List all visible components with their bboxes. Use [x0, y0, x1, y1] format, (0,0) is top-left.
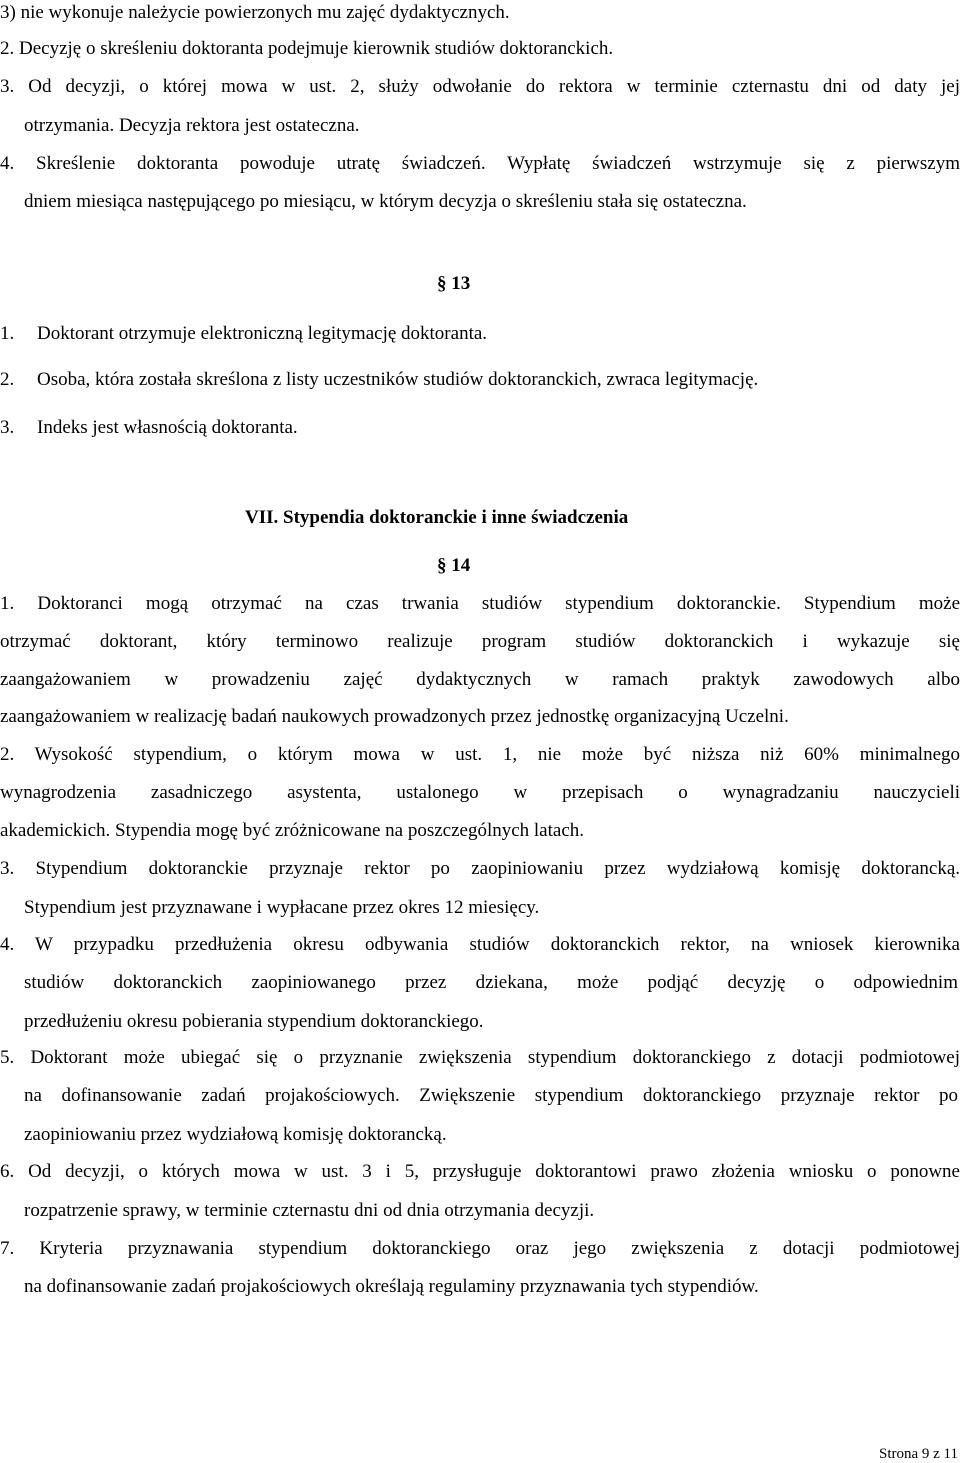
- text-line: na dofinansowanie zadań projakościowych określają regulaminy przyznawania tych stypendiów.: [24, 1276, 759, 1297]
- text-line: 4. W przypadku przedłużenia okresu odbywania studiów doktoranckich rektor, na wniosek kierownika: [0, 934, 960, 955]
- text-line: rozpatrzenie sprawy, w terminie czternastu dni od dnia otrzymania decyzji.: [24, 1200, 595, 1221]
- text-line: na dofinansowanie zadań projakościowych. Zwiększenie stypendium doktoranckiego przyznaje rektor po: [24, 1085, 958, 1106]
- paragraph-13-heading: § 13: [437, 273, 471, 294]
- text-line: 2. Decyzję o skreśleniu doktoranta podejmuje kierownik studiów doktoranckich.: [0, 38, 614, 59]
- paragraph-number: 13: [451, 273, 471, 294]
- text-line: 5. Doktorant może ubiegać się o przyznanie zwiększenia stypendium doktoranckiego z dotacji podmiotowej: [0, 1047, 960, 1068]
- list-item-number: 1.: [0, 323, 15, 344]
- text-line: dniem miesiąca następującego po miesiącu, w którym decyzja o skreśleniu stała się ostateczna.: [24, 191, 747, 212]
- text-line: 7. Kryteria przyznawania stypendium doktoranckiego oraz jego zwiększenia z dotacji podmiotowej: [0, 1238, 960, 1259]
- list-item: [0, 415, 960, 441]
- page-number: Strona 9 z 11: [878, 1446, 958, 1462]
- list-item-text: Osoba, która została skreślona z listy uczestników studiów doktoranckich, zwraca legitymację.: [37, 369, 759, 390]
- text-line: przedłużeniu okresu pobierania stypendium doktoranckiego.: [24, 1011, 484, 1032]
- text-line: wynagrodzenia zasadniczego asystenta, ustalonego w przepisach o wynagradzaniu nauczycieli: [0, 782, 960, 803]
- text-line: studiów doktoranckich zaopiniowanego przez dziekana, może podjąć decyzję o odpowiednim: [24, 972, 958, 993]
- text-line: zaangażowaniem w prowadzeniu zajęć dydaktycznych w ramach praktyk zawodowych albo: [0, 669, 960, 690]
- text-line: Stypendium jest przyznawane i wypłacane przez okres 12 miesięcy.: [24, 897, 540, 918]
- text-line: 3. Od decyzji, o której mowa w ust. 2, służy odwołanie do rektora w terminie czternastu dni od daty jej: [0, 76, 960, 97]
- text-line: zaopiniowaniu przez wydziałową komisję doktorancką.: [24, 1124, 447, 1145]
- text-line: 2. Wysokość stypendium, o którym mowa w ust. 1, nie może być niższa niż 60% minimalnego: [0, 744, 960, 765]
- text-line: akademickich. Stypendia mogę być zróżnicowane na poszczególnych latach.: [0, 820, 585, 841]
- text-line: 4. Skreślenie doktoranta powoduje utratę świadczeń. Wypłatę świadczeń wstrzymuje się z pierwszym: [0, 153, 960, 174]
- text-line: otrzymać doktorant, który terminowo realizuje program studiów doktoranckich i wykazuje się: [0, 631, 960, 652]
- section-heading: VII. Stypendia doktoranckie i inne świadczenia: [245, 507, 629, 528]
- list-item: [0, 367, 960, 393]
- text-line: 1. Doktoranci mogą otrzymać na czas trwania studiów stypendium doktoranckie. Stypendium może: [0, 593, 960, 614]
- list-item-number: 2.: [0, 369, 15, 390]
- paragraph-14-heading: § 14: [437, 555, 471, 576]
- text-line: 3) nie wykonuje należycie powierzonych mu zajęć dydaktycznych.: [0, 2, 510, 23]
- paragraph-number: 14: [451, 555, 471, 576]
- text-line: zaangażowaniem w realizację badań naukowych prowadzonych przez jednostkę organizacyjną Uczelni.: [0, 706, 789, 727]
- text-line: 3. Stypendium doktoranckie przyznaje rektor po zaopiniowaniu przez wydziałową komisję doktorancką.: [0, 858, 960, 879]
- list-item-text: Indeks jest własnością doktoranta.: [37, 417, 298, 438]
- text-line: otrzymania. Decyzja rektora jest ostateczna.: [24, 115, 360, 136]
- text-line: 6. Od decyzji, o których mowa w ust. 3 i 5, przysługuje doktorantowi prawo złożenia wniosku o ponowne: [0, 1161, 960, 1182]
- list-item-text: Doktorant otrzymuje elektroniczną legitymację doktoranta.: [37, 323, 488, 344]
- list-item: [0, 321, 960, 347]
- list-item-number: 3.: [0, 417, 15, 438]
